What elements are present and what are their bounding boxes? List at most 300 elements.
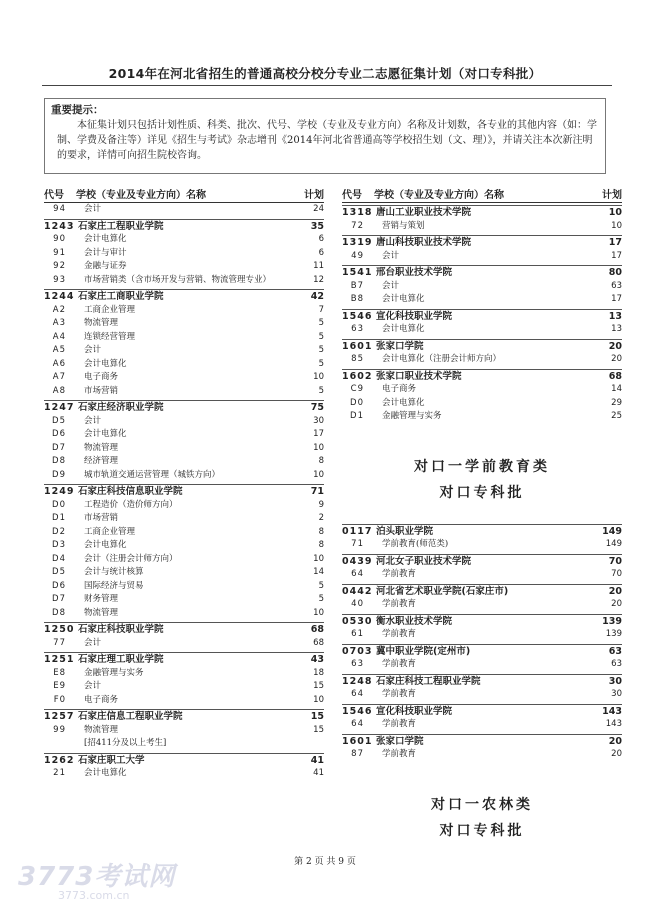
major-name: 金融管理与实务 [84, 667, 144, 678]
school-plan: 35 [310, 220, 324, 232]
major-name: 营销与策划 [382, 220, 425, 231]
school-row [342, 644, 622, 659]
major-row [44, 317, 324, 331]
school-name: 石家庄工程职业学院 [78, 220, 164, 232]
major-code: 64 [351, 569, 364, 579]
major-plan: 17 [611, 250, 622, 261]
school-plan: 17 [608, 237, 622, 248]
major-plan: 5 [318, 318, 324, 328]
school-code: 1247 [44, 402, 75, 413]
major-row [342, 628, 622, 642]
major-name: 会计电算化 [382, 294, 425, 304]
school-row [342, 584, 622, 599]
major-plan: 70 [611, 569, 622, 579]
major-row [342, 568, 622, 582]
major-row [342, 293, 622, 307]
school-code: 0442 [342, 585, 373, 597]
section-subtitle-agriculture: 对口专科批 [439, 822, 525, 839]
major-row [44, 512, 324, 526]
major-row [44, 637, 324, 651]
major-plan: 149 [605, 539, 622, 549]
major-plan: 6 [318, 247, 324, 258]
major-row [342, 220, 622, 234]
major-code: 63 [351, 659, 364, 669]
major-code: 94 [53, 204, 66, 214]
major-row [342, 748, 622, 762]
school-code: 1546 [342, 705, 373, 717]
major-name: 会计电算化 [84, 234, 127, 244]
school-code: 1602 [342, 370, 373, 382]
major-name: 会计电算化 [84, 540, 127, 550]
page-title: 2014年在河北省招生的普通高校分校分专业二志愿征集计划（对口专科批） [108, 66, 542, 81]
major-row [44, 526, 324, 540]
major-plan: 10 [313, 694, 324, 705]
major-row [342, 688, 622, 702]
major-name: 会计 [84, 345, 102, 355]
school-name: 石家庄科技工程职业学院 [376, 675, 481, 687]
school-plan: 80 [608, 267, 622, 278]
major-plan: 13 [611, 324, 622, 334]
major-code: 71 [351, 539, 364, 549]
school-plan: 15 [310, 711, 324, 722]
major-code: A3 [52, 318, 66, 328]
major-code: 40 [351, 599, 364, 609]
school-row [342, 554, 622, 569]
header-name: 学校（专业及专业方向）名称 [374, 190, 504, 201]
major-row [44, 247, 324, 261]
major-name: 金融管理与实务 [382, 411, 442, 421]
major-code: D8 [52, 607, 66, 618]
school-plan: 139 [602, 615, 622, 627]
major-row [44, 260, 324, 274]
major-code: D5 [52, 415, 66, 426]
major-plan: 5 [318, 385, 324, 396]
major-code: 63 [351, 324, 364, 334]
major-name: 会计与统计核算 [84, 567, 144, 577]
school-code: 0530 [342, 615, 373, 627]
school-code: 1250 [44, 624, 75, 635]
left-rows [44, 203, 324, 781]
major-plan: 63 [611, 280, 622, 291]
school-row [342, 205, 622, 220]
school-row [44, 753, 324, 768]
major-code: D8 [52, 456, 66, 466]
school-plan: 42 [310, 291, 324, 302]
major-name: 工商企业管理 [84, 526, 136, 537]
major-code: 91 [53, 247, 66, 258]
major-code: D7 [52, 594, 66, 604]
school-code: 1318 [342, 207, 373, 218]
major-code: F0 [53, 694, 66, 705]
school-name: 石家庄科技职业学院 [78, 624, 164, 635]
school-name: 冀中职业学院(定州市) [376, 645, 471, 657]
header-plan: 计划 [304, 190, 324, 201]
school-row [44, 622, 324, 637]
major-plan: 25 [611, 411, 622, 421]
left-column [44, 184, 324, 781]
major-code: D9 [52, 469, 66, 480]
major-plan: 9 [318, 499, 324, 510]
major-name: 市场营销类（含市场开发与营销、物流管理专业） [84, 274, 272, 285]
school-code: 1546 [342, 310, 373, 322]
school-plan: 143 [602, 705, 622, 717]
school-name: 唐山科技职业技术学院 [376, 237, 472, 248]
school-row [44, 289, 324, 304]
school-row [342, 704, 622, 719]
major-row [342, 658, 622, 672]
watermark-logo-text: 3773考试网 [18, 862, 176, 892]
watermark-url: 3773.com.cn [58, 889, 130, 902]
major-name: 电子商务 [382, 384, 417, 394]
major-name: 会计电算化 [84, 429, 127, 439]
school-row [342, 235, 622, 250]
school-row [342, 369, 622, 384]
major-name: 物流管理 [84, 442, 119, 453]
major-row [342, 323, 622, 337]
major-name: 会计 [382, 280, 400, 291]
major-code: D7 [52, 442, 66, 453]
major-plan: 20 [611, 599, 622, 609]
major-name: 会计 [382, 250, 400, 261]
school-name: 衡水职业技术学院 [376, 615, 453, 627]
school-code: 1257 [44, 711, 75, 722]
school-code: 1601 [342, 735, 373, 747]
major-code: D3 [52, 540, 66, 550]
major-code: 87 [351, 749, 364, 759]
major-row [44, 680, 324, 694]
major-row [44, 455, 324, 469]
school-name: 张家口学院 [376, 340, 424, 352]
school-name: 石家庄科技信息职业学院 [78, 486, 183, 497]
major-plan: 10 [313, 553, 324, 564]
major-plan: 143 [605, 719, 622, 729]
major-plan: 8 [318, 456, 324, 466]
school-plan: 30 [608, 675, 622, 687]
major-row [44, 233, 324, 247]
major-name: 连锁经营管理 [84, 331, 136, 342]
school-plan: 43 [310, 654, 324, 665]
major-row [44, 203, 324, 217]
major-plan: 29 [611, 397, 622, 408]
school-row [342, 265, 622, 280]
major-row [342, 718, 622, 732]
major-row [44, 580, 324, 594]
major-plan: 10 [313, 372, 324, 382]
major-row [44, 767, 324, 781]
major-row [44, 499, 324, 513]
major-row [44, 385, 324, 399]
school-code: 0439 [342, 555, 373, 567]
notice-text: 本征集计划只包括计划性质、科类、批次、代号、学校（专业及专业方向）名称及计划数，各专业的其他内容（如：学制、学费及备注等）详见《招生与考试》杂志增刊《2014年河北省普通高等学校招生划（文、理）》，并请关注本次新注明的要求，详情可向招生院校咨询。 [57, 120, 597, 161]
school-row [44, 484, 324, 499]
header-plan: 计划 [602, 190, 622, 201]
school-code: 1601 [342, 340, 373, 352]
major-code: D4 [52, 553, 66, 564]
header-code: 代号 [342, 190, 362, 201]
table-header-right [342, 184, 622, 203]
major-plan: 10 [611, 220, 622, 231]
major-row [342, 280, 622, 294]
major-row [44, 737, 324, 751]
major-row [342, 538, 622, 552]
major-row [44, 469, 324, 483]
major-plan: 2 [318, 513, 324, 523]
school-name: 张家口职业技术学院 [376, 370, 462, 382]
major-name: 会计电算化 [382, 324, 425, 334]
major-code: A2 [52, 304, 66, 315]
major-code: 90 [53, 234, 66, 244]
major-code: B7 [350, 280, 364, 291]
major-code: 99 [53, 724, 66, 735]
major-name: 学前教育 [382, 569, 417, 579]
important-notice-box [44, 98, 606, 174]
school-plan: 20 [608, 735, 622, 747]
school-name: 邢台职业技术学院 [376, 267, 453, 278]
major-code: 92 [53, 261, 66, 271]
major-plan: 15 [313, 681, 324, 691]
major-plan: 5 [318, 594, 324, 604]
major-plan: 15 [313, 724, 324, 735]
major-row [44, 428, 324, 442]
school-row [342, 674, 622, 689]
watermark-logo [18, 856, 175, 902]
major-row [342, 598, 622, 612]
major-name: 学前教育 [382, 749, 417, 759]
major-name: 市场营销 [84, 513, 119, 523]
major-plan: 17 [611, 294, 622, 304]
major-plan: 41 [313, 768, 324, 778]
major-name: 会计 [84, 681, 102, 691]
section-title-agriculture: 对口一农林类 [431, 796, 533, 813]
major-code: 77 [53, 637, 66, 648]
major-name: 学前教育 [382, 689, 417, 699]
major-name: 会计电算化 [84, 358, 127, 369]
school-plan: 41 [310, 754, 324, 766]
school-code: 0703 [342, 645, 373, 657]
major-code: B8 [350, 294, 364, 304]
major-row [44, 371, 324, 385]
major-row [44, 415, 324, 429]
major-plan: 63 [611, 659, 622, 669]
major-code: D6 [52, 580, 66, 591]
major-code: 64 [351, 719, 364, 729]
major-code: A5 [52, 345, 66, 355]
major-name: 物流管理 [84, 607, 119, 618]
major-plan: 20 [611, 354, 622, 364]
school-name: 石家庄工商职业学院 [78, 291, 164, 302]
school-row [342, 614, 622, 629]
section-title-preschool: 对口一学前教育类 [414, 458, 550, 475]
school-plan: 71 [310, 486, 324, 497]
major-plan: 68 [313, 637, 324, 648]
school-row [342, 734, 622, 749]
major-plan: 10 [313, 607, 324, 618]
school-plan: 20 [608, 340, 622, 352]
major-name: 城市轨道交通运营管理（城铁方向） [84, 469, 221, 480]
major-code: C9 [350, 384, 364, 394]
school-name: 河北省艺术职业学院(石家庄市) [376, 585, 509, 597]
school-plan: 10 [608, 207, 622, 218]
major-name: 学前教育 [382, 599, 417, 609]
major-code: 49 [351, 250, 364, 261]
major-code: D6 [52, 429, 66, 439]
major-name: 学前教育 [382, 719, 417, 729]
major-code: A7 [52, 372, 66, 382]
major-row [44, 553, 324, 567]
major-plan: 30 [313, 415, 324, 426]
major-name: 电子商务 [84, 372, 119, 382]
school-plan: 13 [608, 310, 622, 322]
major-name: 国际经济与贸易 [84, 580, 144, 591]
major-name: 学前教育 [382, 659, 417, 669]
major-row [44, 724, 324, 738]
major-name: 会计电算化 [382, 397, 425, 408]
major-row [44, 304, 324, 318]
major-code: A6 [52, 358, 66, 369]
major-row [44, 566, 324, 580]
major-code: D2 [52, 526, 66, 537]
major-row [44, 694, 324, 708]
school-name: 宣化科技职业学院 [376, 705, 453, 717]
major-code: 93 [53, 274, 66, 285]
major-plan: 24 [313, 204, 324, 214]
school-name: 唐山工业职业技术学院 [376, 207, 472, 218]
major-code: D1 [52, 513, 66, 523]
major-row [342, 383, 622, 397]
major-row [44, 593, 324, 607]
header-code: 代号 [44, 190, 64, 201]
school-row [44, 709, 324, 724]
school-plan: 68 [310, 624, 324, 635]
school-name: 张家口学院 [376, 735, 424, 747]
major-name: 物流管理 [84, 318, 119, 328]
school-row [342, 524, 622, 539]
school-row [342, 339, 622, 354]
school-name: 石家庄职工大学 [78, 754, 145, 766]
school-name: 石家庄理工职业学院 [78, 654, 164, 665]
page-footer: 第 2 页 共 9 页 [294, 857, 356, 867]
major-code: 61 [351, 629, 364, 639]
major-row [44, 539, 324, 553]
school-name: 石家庄信息工程职业学院 [78, 711, 183, 722]
major-name: 会计与审计 [84, 247, 127, 258]
major-plan: 10 [313, 442, 324, 453]
major-plan: 6 [318, 234, 324, 244]
major-row [342, 353, 622, 367]
major-name: 工商企业管理 [84, 304, 136, 315]
major-code: 21 [53, 768, 66, 778]
major-code: D0 [350, 397, 364, 408]
major-name: [招411分及以上考生] [84, 738, 167, 748]
major-code: D5 [52, 567, 66, 577]
major-plan: 5 [318, 580, 324, 591]
major-code: A4 [52, 331, 66, 342]
major-plan: 14 [611, 384, 622, 394]
major-row [44, 344, 324, 358]
major-name: 财务管理 [84, 594, 119, 604]
major-name: 工程造价（造价师方向） [84, 499, 178, 510]
school-row [44, 400, 324, 415]
section-subtitle-preschool: 对口专科批 [439, 484, 525, 501]
school-code: 1262 [44, 754, 75, 766]
school-row [342, 309, 622, 324]
major-code: 85 [351, 354, 364, 364]
school-name: 石家庄经济职业学院 [78, 402, 164, 413]
major-plan: 20 [611, 749, 622, 759]
major-name: 会计 [84, 204, 102, 214]
major-plan: 10 [313, 469, 324, 480]
major-plan: 30 [611, 689, 622, 699]
major-code: E9 [53, 681, 66, 691]
major-plan: 11 [313, 261, 324, 271]
title-divider [42, 85, 612, 86]
major-plan: 12 [313, 274, 324, 285]
right-column [342, 184, 622, 844]
major-name: 会计（注册会计师方向） [84, 553, 178, 564]
major-row [44, 331, 324, 345]
major-name: 金融与证券 [84, 261, 127, 271]
major-plan: 18 [313, 667, 324, 678]
major-name: 物流管理 [84, 724, 119, 735]
major-code: D0 [52, 499, 66, 510]
major-row [44, 442, 324, 456]
major-row [44, 607, 324, 621]
major-code: D1 [350, 411, 364, 421]
school-row [44, 219, 324, 234]
right-rows-group-a [342, 205, 622, 424]
school-code: 1243 [44, 220, 75, 232]
major-plan: 139 [605, 629, 622, 639]
school-code: 1249 [44, 486, 75, 497]
major-plan: 17 [313, 429, 324, 439]
major-row [44, 274, 324, 288]
major-code: E8 [53, 667, 66, 678]
school-code: 1251 [44, 654, 75, 665]
school-code: 1248 [342, 675, 373, 687]
major-plan: 5 [318, 358, 324, 369]
major-plan: 5 [318, 331, 324, 342]
table-header-left [44, 184, 324, 203]
school-plan: 20 [608, 585, 622, 597]
major-row [342, 250, 622, 264]
major-plan: 14 [313, 567, 324, 577]
major-code: 64 [351, 689, 364, 699]
major-name: 会计电算化 [84, 768, 127, 778]
school-name: 泊头职业学院 [376, 525, 434, 537]
major-plan: 8 [318, 540, 324, 550]
major-plan: 5 [318, 345, 324, 355]
school-plan: 149 [602, 525, 622, 537]
major-code: 72 [351, 220, 364, 231]
school-plan: 75 [310, 402, 324, 413]
header-name: 学校（专业及专业方向）名称 [76, 190, 206, 201]
major-name: 电子商务 [84, 694, 119, 705]
school-name: 河北女子职业技术学院 [376, 555, 472, 567]
school-plan: 70 [608, 555, 622, 567]
school-plan: 68 [608, 370, 622, 382]
school-row [44, 652, 324, 667]
school-code: 1244 [44, 291, 75, 302]
major-name: 学前教育(师范类) [382, 539, 449, 549]
major-name: 会计 [84, 637, 102, 648]
school-name: 宣化科技职业学院 [376, 310, 453, 322]
major-code: A8 [52, 385, 66, 396]
major-plan: 8 [318, 526, 324, 537]
notice-heading: 重要提示： [51, 104, 104, 116]
major-name: 学前教育 [382, 629, 417, 639]
major-name: 会计电算化（注册会计师方向） [382, 354, 502, 364]
major-row [44, 667, 324, 681]
